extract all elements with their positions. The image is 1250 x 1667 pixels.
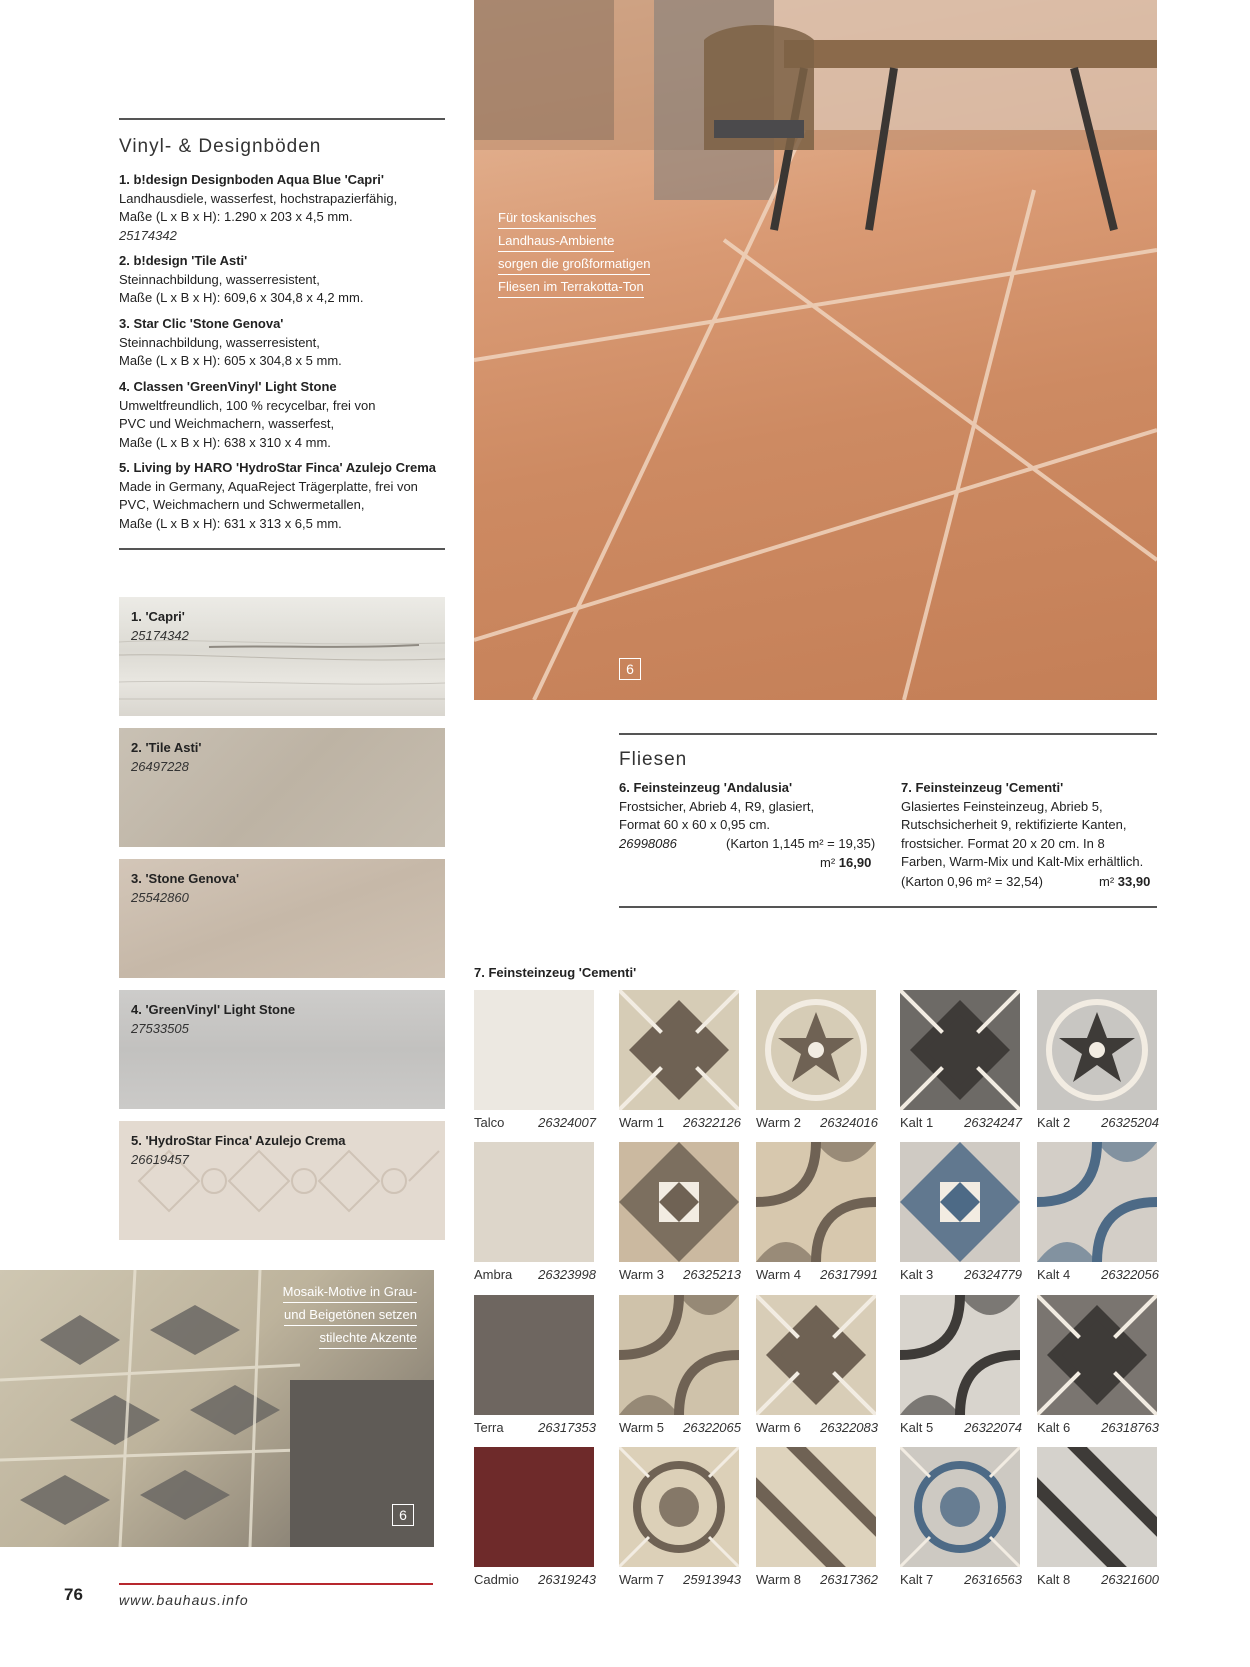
product-6-head: 6. Feinsteinzeug 'Andalusia' <box>619 780 793 795</box>
tile-article-number: 26323998 <box>538 1267 596 1282</box>
cementi-tile-12 <box>619 1295 739 1415</box>
hero-caption-line-4: Fliesen im Terrakotta-Ton <box>498 277 644 298</box>
tile-pattern-graphic <box>900 1295 1020 1415</box>
vinyl-product-4 <box>119 378 449 452</box>
tile-name: Kalt 5 <box>900 1420 934 1435</box>
product-7-line-4: Farben, Warm-Mix und Kalt-Mix erhältlich. <box>901 854 1144 869</box>
tile-pattern-graphic <box>619 1295 739 1415</box>
cementi-tile-13 <box>756 1295 876 1415</box>
mosaic-photo <box>0 1270 434 1547</box>
hero-caption-line-2: Landhaus-Ambiente <box>498 231 614 252</box>
tile-pattern-graphic <box>1037 1295 1157 1415</box>
tile-name: Kalt 8 <box>1037 1572 1071 1587</box>
product-7-line-1: Glasiertes Feinsteinzeug, Abrieb 5, <box>901 798 1103 814</box>
fliesen-product-6 <box>619 779 879 835</box>
tile-pattern-graphic <box>1037 1447 1157 1567</box>
tile-name: Kalt 4 <box>1037 1267 1071 1282</box>
swatch-3-art: 25542860 <box>131 890 189 905</box>
cementi-tile-1 <box>474 990 594 1110</box>
swatch-4-label: 4. 'GreenVinyl' Light Stone <box>131 1002 296 1017</box>
tile-pattern-graphic <box>756 990 876 1110</box>
vinyl-product-2 <box>119 252 449 308</box>
tile-pattern-graphic <box>756 1295 876 1415</box>
tile-name: Warm 6 <box>756 1420 802 1435</box>
swatch-5-art: 26619457 <box>131 1152 189 1167</box>
cementi-tile-4 <box>900 990 1020 1110</box>
product-6-line-2: Format 60 x 60 x 0,95 cm. <box>619 817 771 832</box>
tile-name: Kalt 7 <box>900 1572 934 1587</box>
tile-pattern-graphic <box>756 1142 876 1262</box>
fliesen-product-7 <box>901 779 1161 872</box>
tile-article-number: 25913943 <box>683 1572 741 1587</box>
cementi-tile-7 <box>619 1142 739 1262</box>
swatch-1-art: 25174342 <box>131 628 189 643</box>
tile-article-number: 26322126 <box>683 1115 741 1130</box>
cementi-tile-5 <box>1037 990 1157 1110</box>
product-3-line-1: Steinnachbildung, wasserresistent, <box>119 334 320 350</box>
section-rule-bottom <box>119 548 445 550</box>
tile-name: Terra <box>474 1420 504 1435</box>
cementi-tile-11 <box>474 1295 594 1415</box>
mosaic-caption <box>283 1280 417 1349</box>
swatch-capri <box>119 597 445 716</box>
mosaic-caption-line-2: und Beigetönen setzen <box>284 1305 417 1326</box>
tile-article-number: 26316563 <box>964 1572 1022 1587</box>
swatch-2-label: 2. 'Tile Asti' <box>131 740 202 755</box>
tile-name: Warm 8 <box>756 1572 802 1587</box>
product-1-head: 1. b!design Designboden Aqua Blue 'Capri' <box>119 172 385 187</box>
swatch-hydrostar <box>119 1121 445 1240</box>
product-2-line-2: Maße (L x B x H): 609,6 x 304,8 x 4,2 mm. <box>119 290 364 305</box>
product-2-head: 2. b!design 'Tile Asti' <box>119 253 248 268</box>
tile-article-number: 26317991 <box>820 1267 878 1282</box>
tile-article-number: 26318763 <box>1101 1420 1159 1435</box>
tile-pattern-graphic <box>900 1447 1020 1567</box>
swatch-5-label: 5. 'HydroStar Finca' Azulejo Crema <box>131 1133 346 1148</box>
product-7-head: 7. Feinsteinzeug 'Cementi' <box>901 780 1064 795</box>
vinyl-section-title: Vinyl- & Designböden <box>119 136 322 157</box>
product-1-line-2: Maße (L x B x H): 1.290 x 203 x 4,5 mm. <box>119 209 353 224</box>
vinyl-product-5 <box>119 459 459 533</box>
tile-name: Kalt 6 <box>1037 1420 1071 1435</box>
product-7-price <box>1099 874 1150 889</box>
section-rule-top <box>119 118 445 120</box>
tile-article-number: 26324247 <box>964 1115 1022 1130</box>
product-5-head: 5. Living by HARO 'HydroStar Finca' Azulejo Crema <box>119 460 437 475</box>
tile-name: Warm 3 <box>619 1267 665 1282</box>
tile-name: Kalt 2 <box>1037 1115 1071 1130</box>
tile-article-number: 26319243 <box>538 1572 596 1587</box>
tile-article-number: 26317362 <box>820 1572 878 1587</box>
tile-article-number: 26322083 <box>820 1420 878 1435</box>
page-number: 76 <box>64 1585 83 1604</box>
swatch-2-art: 26497228 <box>131 759 189 774</box>
product-4-line-3: Maße (L x B x H): 638 x 310 x 4 mm. <box>119 434 331 450</box>
tile-name: Warm 2 <box>756 1115 802 1130</box>
cementi-tile-14 <box>900 1295 1020 1415</box>
swatch-4-art: 27533505 <box>131 1021 189 1036</box>
tile-article-number: 26322065 <box>683 1420 741 1435</box>
product-6-unit: m² <box>820 855 836 870</box>
tile-pattern-graphic <box>1037 990 1157 1110</box>
product-6-art-number: 26998086 <box>619 836 677 851</box>
swatch-greenvinyl <box>119 990 445 1109</box>
tile-pattern-graphic <box>619 990 739 1110</box>
product-4-line-2: PVC und Weichmachern, wasserfest, <box>119 416 335 431</box>
tile-name: Ambra <box>474 1267 513 1282</box>
product-5-line-3: Maße (L x B x H): 631 x 313 x 6,5 mm. <box>119 515 342 531</box>
swatch-3-label: 3. 'Stone Genova' <box>131 871 240 886</box>
product-1-art: 25174342 <box>119 227 177 243</box>
cementi-heading: 7. Feinsteinzeug 'Cementi' <box>474 965 637 980</box>
product-7-line-3: frostsicher. Format 20 x 20 cm. In 8 <box>901 835 1105 851</box>
tile-pattern-graphic <box>474 1447 594 1567</box>
product-4-head: 4. Classen 'GreenVinyl' Light Stone <box>119 379 337 394</box>
hero-caption-line-1: Für toskanisches <box>498 208 596 229</box>
hero-photo <box>474 0 1157 700</box>
cementi-tile-9 <box>900 1142 1020 1262</box>
tile-pattern-graphic <box>900 990 1020 1110</box>
tile-article-number: 26324016 <box>820 1115 878 1130</box>
product-6-line-1: Frostsicher, Abrieb 4, R9, glasiert, <box>619 798 815 814</box>
product-2-line-1: Steinnachbildung, wasserresistent, <box>119 271 320 287</box>
tile-article-number: 26325213 <box>683 1267 741 1282</box>
tile-name: Kalt 1 <box>900 1115 934 1130</box>
hero-caption <box>498 206 650 298</box>
cementi-tile-6 <box>474 1142 594 1262</box>
tile-article-number: 26322056 <box>1101 1267 1159 1282</box>
tile-name: Talco <box>474 1115 505 1130</box>
cementi-tile-16 <box>474 1447 594 1567</box>
mosaic-badge: 6 <box>392 1504 414 1526</box>
tile-pattern-graphic <box>474 1295 594 1415</box>
tile-name: Cadmio <box>474 1572 519 1587</box>
mosaic-caption-line-1: Mosaik-Motive in Grau- <box>283 1282 417 1303</box>
tile-name: Warm 4 <box>756 1267 802 1282</box>
tile-article-number: 26322074 <box>964 1420 1022 1435</box>
product-6-price <box>820 855 871 870</box>
tile-pattern-graphic <box>756 1447 876 1567</box>
tile-pattern-graphic <box>619 1447 739 1567</box>
product-6-price-value: 16,90 <box>838 855 872 870</box>
tile-pattern-graphic <box>474 990 594 1110</box>
cementi-tile-15 <box>1037 1295 1157 1415</box>
tile-pattern-graphic <box>619 1142 739 1262</box>
product-7-unit: m² <box>1099 874 1115 889</box>
fliesen-rule-top <box>619 733 1157 735</box>
tile-article-number: 26321600 <box>1101 1572 1159 1587</box>
fliesen-rule-bottom <box>619 906 1157 908</box>
vinyl-product-3 <box>119 315 449 371</box>
cementi-tile-19 <box>900 1447 1020 1567</box>
swatch-tile-asti <box>119 728 445 847</box>
product-6-art <box>619 836 677 851</box>
tile-pattern-graphic <box>474 1142 594 1262</box>
hero-badge: 6 <box>619 658 641 680</box>
footer-rule <box>119 1583 433 1585</box>
cementi-tile-2 <box>619 990 739 1110</box>
vinyl-product-1 <box>119 171 449 245</box>
tile-name: Warm 7 <box>619 1572 665 1587</box>
product-5-line-2: PVC, Weichmachern und Schwermetallen, <box>119 497 365 512</box>
cementi-tile-10 <box>1037 1142 1157 1262</box>
terracotta-room-illustration <box>474 0 1157 700</box>
product-7-price-value: 33,90 <box>1117 874 1151 889</box>
hero-caption-line-3: sorgen die großformatigen <box>498 254 650 275</box>
cementi-tile-18 <box>756 1447 876 1567</box>
tile-article-number: 26324779 <box>964 1267 1022 1282</box>
tile-name: Kalt 3 <box>900 1267 934 1282</box>
product-3-head: 3. Star Clic 'Stone Genova' <box>119 316 284 331</box>
tile-pattern-graphic <box>900 1142 1020 1262</box>
footer-url: www.bauhaus.info <box>119 1592 249 1608</box>
product-4-line-1: Umweltfreundlich, 100 % recycelbar, frei von <box>119 397 376 413</box>
cementi-tile-3 <box>756 990 876 1110</box>
product-6-karton: (Karton 1,145 m² = 19,35) <box>726 836 876 851</box>
cementi-tile-17 <box>619 1447 739 1567</box>
mosaic-caption-line-3: stilechte Akzente <box>319 1328 417 1349</box>
product-3-line-2: Maße (L x B x H): 605 x 304,8 x 5 mm. <box>119 353 342 368</box>
swatch-stone-genova <box>119 859 445 978</box>
tile-article-number: 26317353 <box>538 1420 596 1435</box>
tile-pattern-graphic <box>1037 1142 1157 1262</box>
product-1-line-1: Landhausdiele, wasserfest, hochstrapazierfähig, <box>119 190 398 206</box>
product-7-karton: (Karton 0,96 m² = 32,54) <box>901 874 1043 889</box>
cementi-tile-20 <box>1037 1447 1157 1567</box>
tile-article-number: 26324007 <box>538 1115 596 1130</box>
swatch-1-label: 1. 'Capri' <box>131 609 185 624</box>
product-7-line-2: Rutschsicherheit 9, rektifizierte Kanten, <box>901 817 1127 832</box>
tile-name: Warm 1 <box>619 1115 665 1130</box>
cementi-tile-8 <box>756 1142 876 1262</box>
fliesen-section-title: Fliesen <box>619 749 688 770</box>
product-5-line-1: Made in Germany, AquaReject Trägerplatte, frei von <box>119 478 418 494</box>
tile-name: Warm 5 <box>619 1420 665 1435</box>
tile-article-number: 26325204 <box>1101 1115 1159 1130</box>
